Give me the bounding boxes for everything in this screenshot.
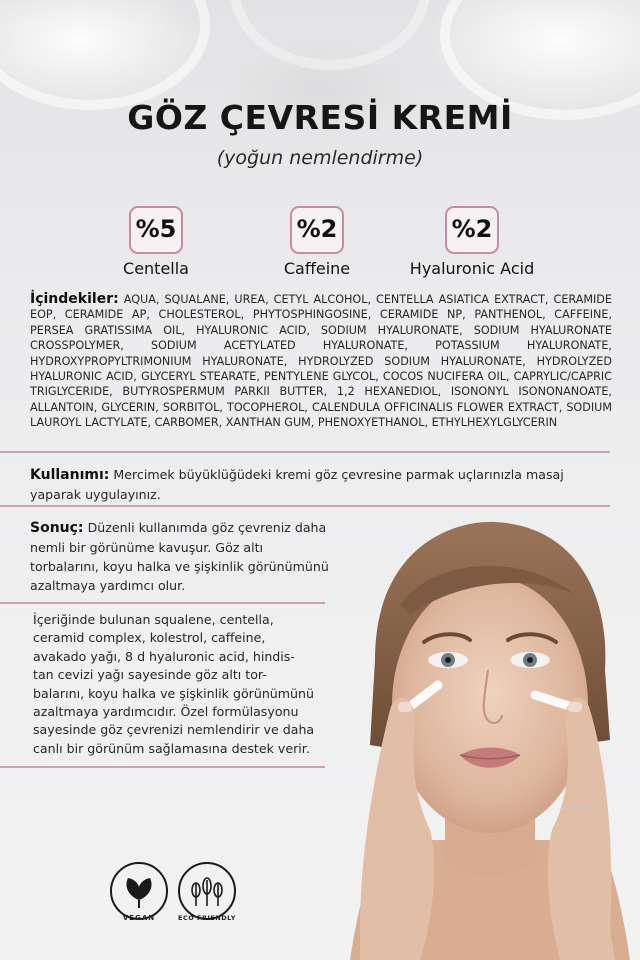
ingredients-section — [30, 292, 612, 431]
usage-label: Kullanımı: — [30, 467, 110, 483]
background-swirl — [0, 0, 210, 110]
active-hyaluronic-acid — [382, 206, 562, 278]
plant-icon — [192, 878, 222, 906]
description-text: İçeriğinde bulunan squalene, centella, ceramid complex, kolestrol, caffeine, avakado yağı, 8 d hyaluronic acid, hindis-tan cevizi yağı sayesinde göz altı tor-balarını, koyu halka ve şişkinlik görünümünü azaltmaya yardımcıdır. Özel formülasyonu sayesinde göz çevrenizi nemlendirir ve daha canlı bir görünüm sağlamasına destek verir. — [33, 612, 315, 756]
page-title: GÖZ ÇEVRESİ KREMİ — [127, 98, 513, 137]
leaf-icon — [138, 878, 151, 900]
result-text: Düzenli kullanımda göz çevreniz daha nemli bir görünüme kavuşur. Göz altı torbalarını, koyu halka ve şişkinlik görünümünü azaltmaya yardımcı olur. — [30, 520, 329, 593]
active-name: Caffeine — [283, 259, 351, 278]
active-caffeine — [227, 206, 407, 278]
divider — [0, 602, 325, 604]
background-swirl — [230, 0, 430, 70]
divider — [0, 451, 610, 453]
usage-text: Mercimek büyüklüğüdeki kremi göz çevresine parmak uçlarınızla masaj yaparak uygulayınız. — [30, 467, 564, 502]
divider — [0, 505, 610, 507]
active-name: Centella — [123, 259, 189, 278]
model-photo — [320, 510, 640, 960]
ingredients-text: AQUA, SQUALANE, UREA, CETYL ALCOHOL, CENTELLA ASIATICA EXTRACT, CERAMIDE EOP, CERAMIDE AP, CHOLESTEROL, PHYTOSPHINGOSINE, CERAMIDE NP, PANTHENOL, CAFFEINE, PERSEA GRATISSIMA OIL, HYALURONIC ACID, SODIUM HYALURONATE, SODIUM HYALURONATE CROSSPOLYMER, SODIUM ACETYLATED HYALURONATE, POTASSIUM HYALURONATE, HYDROXYPROPYLTRIMONIUM HYALURONATE, HYDROLYZED SODIUM HYALURONATE, HYDROLYZED HYALURONIC ACID, GLYCERYL STEARATE, PENTYLENE GLYCOL, COCOS NUCIFERA OIL, CAPRYLIC/CAPRIC TRIGLYCERIDE, BUTYROSPERMUM PARKII BUTTER, 1,2 HEXANEDIOL, ISONONYL ISONONANOATE, ALLANTOIN, GLYCERIN, SORBITOL, TOCOPHEROL, CALENDULA OFFICINALIS FLOWER EXTRACT, SODIUM LAUROYL LACTYLATE, CARBOMER, XANTHAN GUM, PHENOXYETHANOL, ETHYLHEXYLGLYCERIN — [30, 293, 612, 430]
ingredients-label: İçindekiler: — [30, 291, 119, 307]
divider — [0, 766, 325, 768]
active-name: Hyaluronic Acid — [409, 259, 535, 278]
vegan-label: VEGAN — [122, 914, 156, 922]
active-centella — [66, 206, 246, 278]
result-label: Sonuç: — [30, 520, 84, 536]
leaf-icon — [126, 878, 139, 900]
percent-badge: %2 — [445, 206, 499, 254]
percent-badge: %2 — [290, 206, 344, 254]
page-subtitle: (yoğun nemlendirme) — [216, 147, 424, 169]
percent-badge: %5 — [129, 206, 183, 254]
usage-section — [30, 465, 610, 504]
eco-friendly-label: ECO FRIENDLY — [178, 914, 236, 922]
result-section — [30, 518, 330, 595]
